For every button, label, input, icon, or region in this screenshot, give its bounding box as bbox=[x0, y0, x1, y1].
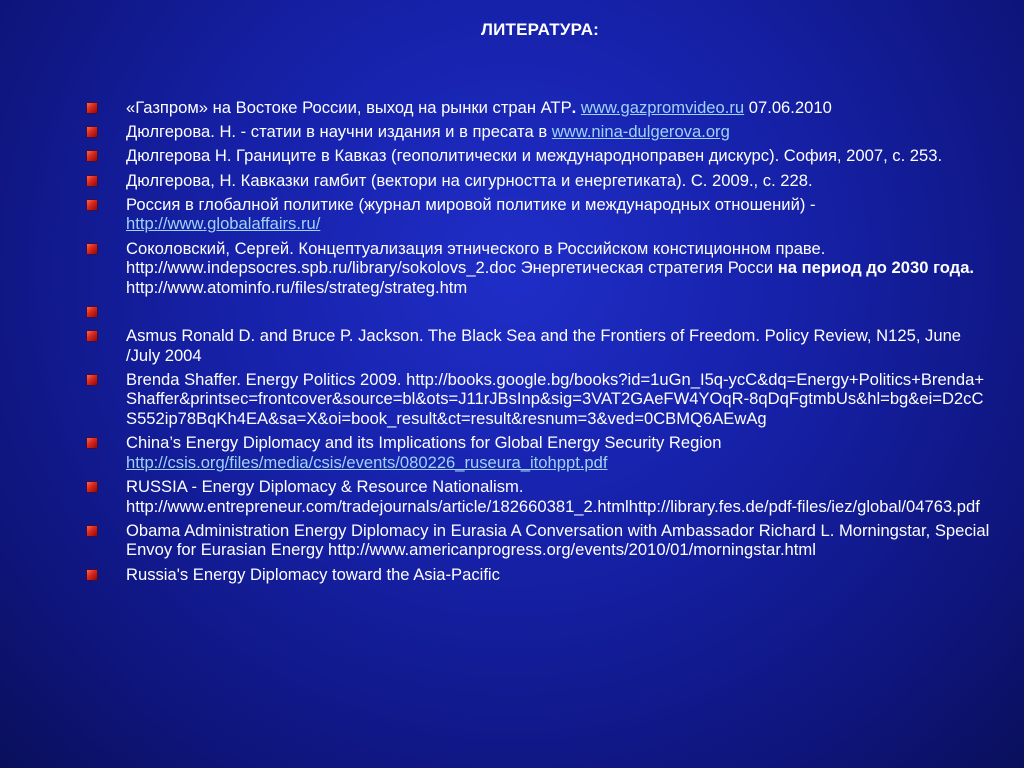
ref-text-bold: . bbox=[571, 98, 577, 117]
square-bullet-icon bbox=[87, 200, 97, 210]
list-item bbox=[84, 146, 990, 166]
square-bullet-icon bbox=[87, 127, 97, 137]
ref-text: Obama Administration Energy Diplomacy in Eurasia A Conversation with Ambassador Richard L. Morningstar, Special Envoy for Eurasian Energy http://www.americanprogress.org/events/2010/01/morningstar.html bbox=[126, 520, 990, 560]
reference-list bbox=[84, 98, 990, 589]
ref-text: Russia's Energy Diplomacy toward the Asia-Pacific bbox=[126, 564, 500, 584]
ref-text: Asmus Ronald D. and Bruce P. Jackson. The Black Sea and the Frontiers of Freedom. Policy Review, N125, June /July 2004 bbox=[126, 326, 962, 365]
square-bullet-icon bbox=[87, 375, 97, 385]
ref-text: RUSSIA - Energy Diplomacy & Resource Nationalism. http://www.entrepreneur.com/tradejournals/article/182660381_2.htmlhttp://library.fes.de/pdf-files/iez/global/04763.pdf bbox=[126, 477, 980, 516]
list-item bbox=[84, 433, 990, 472]
ref-text: Дюлгерова, Н. Кавказки гамбит (вектори на сигурността и енергетиката). С. 2009., с. 228. bbox=[126, 170, 813, 190]
ref-text: Brenda Shaffer. Energy Politics 2009. http://books.google.bg/books?id=1uGn_I5q-ycC&dq=Energy+Politics+Brenda+Shaffer&printsec=frontcover&source=bl&ots=J11rJBsInp&sig=3VAT2GAeFW4YOqR-8qDqFgtmbUs&hl=bg&ei=D2cCS552ip78BqKh4EA&sa=X&oi=book_result&ct=result&resnum=3&ved=0CBMQ6AEwAg bbox=[126, 369, 985, 429]
ref-text-after: 07.06.2010 bbox=[744, 98, 832, 117]
list-item bbox=[84, 326, 990, 365]
square-bullet-icon bbox=[87, 307, 97, 317]
square-bullet-icon bbox=[87, 526, 97, 536]
square-bullet-icon bbox=[87, 331, 97, 341]
square-bullet-icon bbox=[87, 244, 97, 254]
ref-text: Дюлгерова Н. Границите в Кавказ (геополитически и международноправен дискурс). София, 2007, с. 253. bbox=[126, 146, 943, 166]
square-bullet-icon bbox=[87, 570, 97, 580]
list-item bbox=[84, 239, 990, 298]
list-item bbox=[84, 521, 990, 560]
list-item bbox=[84, 565, 990, 585]
ref-text: Дюлгерова. Н. - статии в научни издания и в пресата в bbox=[126, 122, 552, 142]
list-item bbox=[84, 302, 990, 322]
list-item bbox=[84, 98, 990, 118]
square-bullet-icon bbox=[87, 176, 97, 186]
list-item bbox=[84, 370, 990, 429]
ref-link[interactable]: http://www.globalaffairs.ru/ bbox=[126, 214, 321, 234]
ref-text: «Газпром» на Востоке России, выход на рынки стран АТР bbox=[126, 98, 572, 117]
square-bullet-icon bbox=[87, 438, 97, 448]
ref-text-bold: на период до 2030 года. bbox=[777, 258, 975, 278]
page-title: ЛИТЕРАТУРА: bbox=[480, 20, 600, 39]
ref-text: Соколовский, Сергей. Концептуализация этнического в Российском констиционном праве. http://www.indepsocres.spb.ru/library/sokolovs_2.doc Энергетическая стратегия Росси bbox=[126, 238, 826, 278]
list-item bbox=[84, 477, 990, 516]
list-item bbox=[84, 122, 990, 142]
ref-link[interactable]: http://csis.org/files/media/csis/events/080226_ruseura_itohppt.pdf bbox=[126, 452, 608, 472]
ref-link[interactable]: www.gazpromvideo.ru bbox=[580, 98, 745, 117]
ref-text: Россия в глобалной политике (журнал мировой политике и международных отношений) - bbox=[126, 194, 816, 214]
list-item bbox=[84, 195, 990, 234]
square-bullet-icon bbox=[87, 103, 97, 113]
square-bullet-icon bbox=[87, 482, 97, 492]
square-bullet-icon bbox=[87, 151, 97, 161]
ref-text-after: http://www.atominfo.ru/files/strateg/strateg.htm bbox=[126, 277, 468, 297]
ref-link[interactable]: www.nina-dulgerova.org bbox=[551, 122, 730, 142]
ref-text: China’s Energy Diplomacy and its Implications for Global Energy Security Region bbox=[126, 433, 722, 453]
list-item bbox=[84, 171, 990, 191]
